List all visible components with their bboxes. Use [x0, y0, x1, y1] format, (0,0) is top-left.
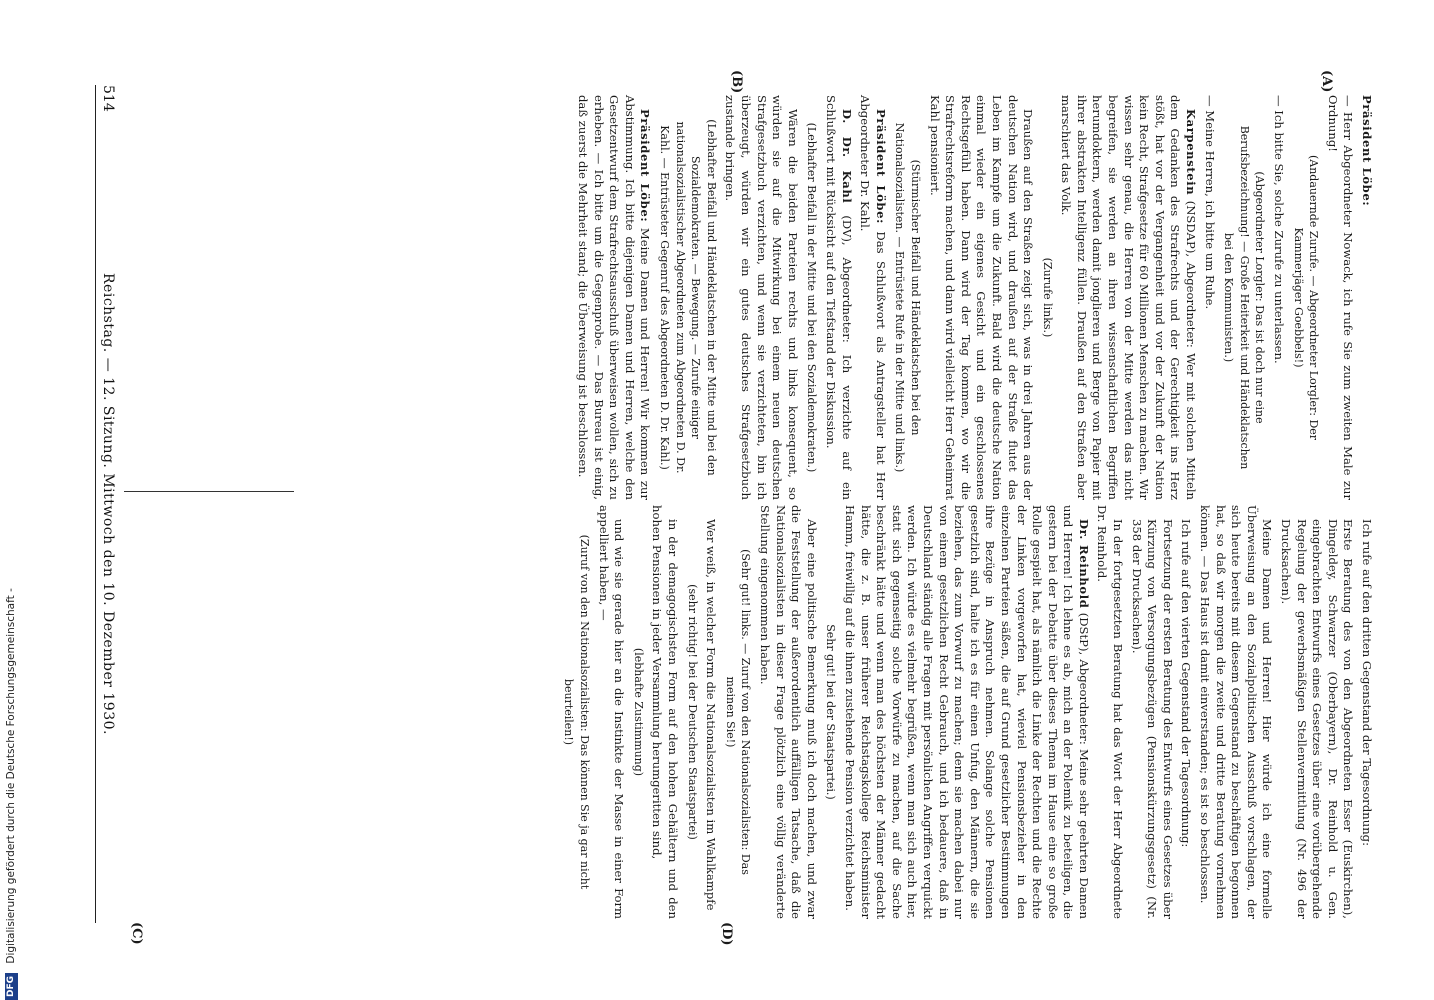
margin-mark-a: (A) [1319, 70, 1334, 93]
paragraph-text: Meine Damen und Herren! Wir kommen zur Abstimmung. Ich bitte diejenigen Damen und Herren, welche den Gesetzentwurf dem Strafrechtsausschuß überweisen wollen, sich zu erheben. — Ich bitte um die Gegenprobe. — Das Bureau ist einig, daß zuerst die Mehrheit stand; die Überweisung ist beschlossen. [576, 95, 653, 500]
paragraph [575, 95, 653, 500]
paragraph-text: Draußen auf den Straßen zeigt sich, was in drei Jahren aus der deutschen Nation wird, und draußen auf der Straße flutet das Leben im Kampfe um die Zukunft. Bald wird die deutsche Nation einmal wieder ein eigenes Gesicht und ein geschlossenes Rechtsgefühl haben. Dann wird der Tag kommen, wo wir die Strafrechtsreform machen, und dann wird vielleicht Herr Geheimrat Kahl pensioniert. [927, 95, 1036, 500]
page-header [95, 85, 116, 923]
dfg-logo: DFG [5, 973, 18, 1000]
interjection: (Stürmischer Beifall und Händeklatschen bei den Nationalsozialisten. — Entrüstete Rufe in der Mitte und links.) [893, 122, 922, 473]
paragraph [926, 95, 1035, 500]
paragraph [822, 95, 853, 500]
paragraph [841, 505, 1091, 919]
agenda-item: Fortsetzung der ersten Beratung des Entwurfs eines Gesetzes über Kürzung von Versorgungsbezügen (Pensionskürzungsgesetz) (Nr. 358 der Drucksachen). [1129, 519, 1175, 919]
digitization-credit [0, 0, 22, 1000]
paragraph-text: Wer weiß, in welcher Form die Nationalsozialisten im Wahlkampfe [704, 519, 719, 911]
paragraph: — Meine Herren, ich bitte um Ruhe. [1202, 95, 1217, 310]
margin-mark-b: (B) [729, 70, 744, 94]
paragraph [1358, 505, 1374, 919]
interjection: (Zuruf von den Nationalsozialisten: Das können Sie ja gar nicht beurteilen!) [562, 534, 592, 890]
column-divider [124, 491, 294, 492]
speaker-name: Dr. Reinhold [1076, 519, 1091, 609]
paragraph [649, 505, 680, 919]
paragraph-text: Aber eine politische Bemerkung muß ich doch machen, und zwar die Feststellung der außerordentlich auffälligen Tatsache, daß die Nationalsozialisten in dieser Frage plötzlich eine völlig veränderte Stellung eingenommen haben. [758, 505, 819, 919]
interjection: (sehr richtig! bei der Deutschen Staatspartei) [685, 584, 699, 840]
paragraph [595, 505, 626, 919]
paragraph-text: Ich rufe auf den dritten Gegenstand der Tagesordnung: [1360, 519, 1374, 846]
paragraph-text: in der demagogischsten Form auf den hohen Gehältern und den hohen Pensionen in jeder Versammlung herumgeritten sind, [650, 505, 681, 919]
paragraph [722, 95, 800, 500]
paragraph-text: (DV), Abgeordneter: Ich verzichte auf ein Schlußwort mit Rücksicht auf den Tiefstand der Diskussion. [824, 95, 854, 501]
paragraph: — Ich bitte Sie, solche Zurufe zu unterlassen. [1272, 95, 1287, 364]
interjection: (Sehr gut! links. — Zuruf von den Nationalsozialisten: Das meinen Sie!) [723, 549, 753, 875]
right-column [557, 505, 1374, 919]
speaker-heading: Präsident Löbe: [1360, 95, 1374, 207]
paragraph [1094, 505, 1125, 919]
interjection: (lebhafte Zustimmung) [631, 647, 645, 777]
interjection: (Zurufe links.) [1040, 257, 1054, 338]
paragraph-text: und wie sie gerade hier an die Instinkte der Masse in einer Form appelliert haben, — [596, 505, 627, 919]
interjection: Sehr gut! bei der Staatspartei.) [824, 624, 838, 800]
paragraph [857, 95, 888, 500]
paragraph-text: Ich rufe auf den vierten Gegenstand der Tagesordnung: [1179, 519, 1194, 848]
margin-mark-d: (D) [719, 922, 734, 946]
paragraph-text: Das Schlußwort als Antragsteller hat Herr Abgeordneter Dr. Kahl. [858, 95, 888, 500]
paragraph: — Herr Abgeordneter Nowack, ich rufe Sie zum zweiten Male zur Ordnung! [1325, 95, 1356, 500]
paragraph [1058, 95, 1198, 500]
speaker-name: Präsident Löbe: [873, 109, 888, 224]
paragraph [756, 505, 818, 919]
running-title: Reichstag. — 12. Sitzung. Mittwoch den 10. Dezember 1930. [100, 273, 116, 735]
paragraph-text: Wären die beiden Parteien rechts und links konsequent, so würden sie auf die Mitwirkung bei einem neuen deutschen Strafgesetzbuch verzichten, und wenn sie verzichteten, bin ich überzeugt, würden wir ein gutes deutsches Strafgesetzbuch zustande bringen. [723, 95, 800, 500]
margin-mark-c: (C) [129, 922, 144, 945]
paragraph [703, 505, 719, 919]
credit-text: Digitalisierung gefördert durch die Deutsche Forschungsgemeinschaft - [5, 588, 17, 964]
speaker-name: D. Dr. Kahl [839, 109, 854, 204]
interjection: (Lebhafter Beifall und Händeklatschen in der Mitte und bei den Sozialdemokraten. — Bewegung. — Zurufe einiger nationalsozialistischer Abgeordneten zum Abgeordneten D. Dr. Kahl. — Entrüsteter Gegenruf des Abgeordneten D. Dr. Kahl.) [658, 119, 718, 476]
paragraph-text: In der fortgesetzten Beratung hat das Wort der Herr Abgeordnete Dr. Reinhold. [1095, 505, 1126, 919]
paragraph-text: Meine Damen und Herren! Hier würde ich eine formelle Überweisung an den Sozialpolitischen Ausschuß vorschlagen, der sich heute bereits mit diesem Gegenstand zu beschäftigen begonnen hat, so daß wir morgen die zweite und dritte Beratung vornehmen können. — Das Haus ist damit einverstanden; es ist so beschlossen. [1198, 505, 1275, 919]
interjection: (Andauernde Zurufe. — Abgeordneter Lorgler: Der Kammerjäger Goebbels!) [1291, 154, 1321, 441]
paragraph-text: (DStP), Abgeordneter: Meine sehr geehrten Damen und Herren! Ich lehne es ab, mich an der Polemik zu beteiligen, die gestern bei der Debatte über dieses Thema im Hause eine so große Rolle gespielt hat, als nämlich die Linke der Rechten und die Rechte der Linken vorgeworfen hat, wieviel Pensionsbezieher in den einzelnen Parteien säßen, die auf Grund gesetzlicher Bestimmungen ihre Bezüge in Anspruch nehmen. Solange solche Pensionen gesetzlich sind, halte ich es für einen Unfug, den Männern, die sie beziehen, das zum Vorwurf zu machen; denn sie machen dabei nur von einem gesetzlichen Recht Gebrauch, und ich bedauere, daß in Deutschland ständig alle Fragen mit persönlichen Angriffen verquickt werden. Ich würde es vielmehr begrüßen, wenn man sich auch hier, statt sich gegenseitig solche Vorwürfe zu machen, auf die Sache beschränkt hätte und wenn man des höchsten der Männer gedacht hätte, die z. B. unser früherer Reichstagskollege Reichsminister Hamm, freiwillig auf die ihnen zustehende Pension verzichtet haben. [843, 505, 1091, 920]
agenda-item: Erste Beratung des von den Abgeordneten Esser (Euskirchen), Dingeldey, Schwarzer (Oberbayern), Dr. Reinhold u. Gen. eingebrachten Entwurfs eines Gesetzes über eine vorübergehende Regelung der gewerbsmäßigen Stellenvermittlung (Nr. 496 der Drucksachen). [1279, 519, 1356, 919]
speaker-name: Präsident Löbe: [638, 109, 653, 223]
interjection: (Lebhafter Beifall in der Mitte und bei den Sozialdemokraten.) [805, 122, 819, 473]
page-number: 514 [100, 85, 116, 112]
interjection: (Abgeordneter Lorgler: Das ist doch nur eine Berufsbezeichnung! — Große Heiterkeit und Händeklatschen bei den Kommunisten.) [1222, 125, 1267, 470]
speaker-name: Karpenstein [1184, 109, 1199, 196]
paragraph-text: (NSDAP), Abgeordneter: Wer mit solchen Mitteln dem Gedanken des Strafrechts und der Gerechtigkeit ins Herz stößt, hat vor der Vergangenheit und vor der Zukunft der Nation kein Recht, Strafgesetze für 60 Millionen Menschen zu machen. Wir wissen sehr genau, die Herren von der Mitte werden das nicht begreifen, sie werden an ihren wissenschaftlichen Begriffen herumdoktern, werden damit jonglieren und Berge von Papier mit ihrer abstrakten Intelligenz füllen. Draußen auf den Straßen aber marschiert das Volk. [1059, 95, 1199, 501]
left-column [572, 95, 1375, 500]
paragraph [1196, 505, 1274, 919]
paragraph [1178, 505, 1194, 919]
